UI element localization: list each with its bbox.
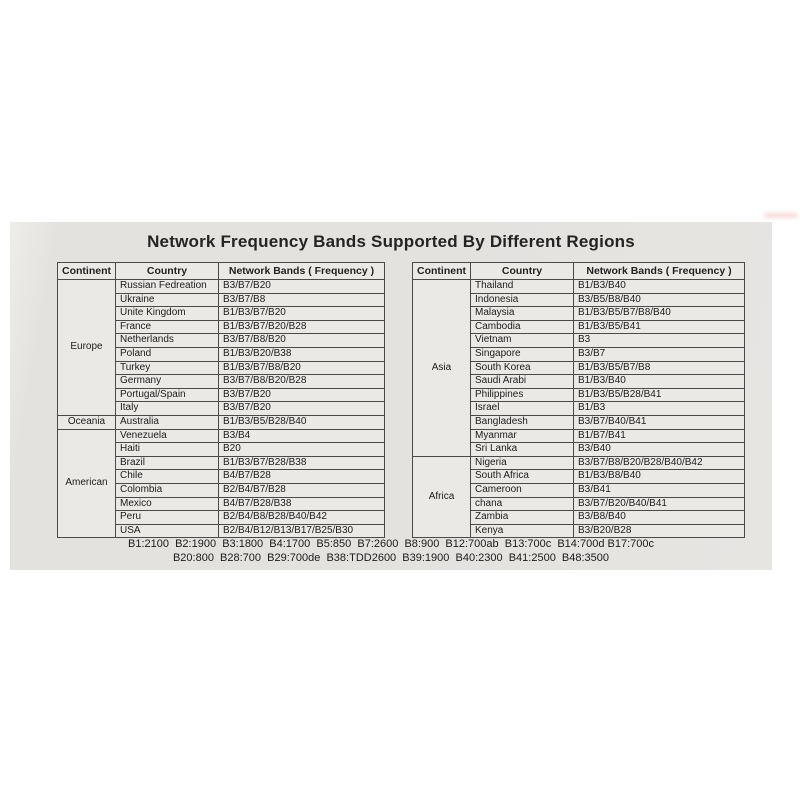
country-cell: Venezuela — [116, 429, 219, 443]
country-cell: Brazil — [116, 456, 219, 470]
country-cell: Myanmar — [471, 429, 574, 443]
bands-cell: B3/B7/B8/B20/B28/B40/B42 — [574, 456, 745, 470]
table-row — [58, 415, 385, 429]
continent-cell: Africa — [413, 456, 471, 538]
bands-cell: B3/B4 — [219, 429, 385, 443]
country-cell: USA — [116, 524, 219, 538]
bands-table-right — [412, 262, 745, 538]
bands-cell: B1/B3/B5/B7/B8/B40 — [574, 307, 745, 321]
column-header: Continent — [413, 263, 471, 280]
country-cell: Peru — [116, 511, 219, 525]
country-cell: South Africa — [471, 470, 574, 484]
country-cell: Australia — [116, 415, 219, 429]
bands-cell: B3/B5/B8/B40 — [574, 293, 745, 307]
column-header: Network Bands ( Frequency ) — [219, 263, 385, 280]
bands-cell: B4/B7/B28/B38 — [219, 497, 385, 511]
bands-cell: B20 — [219, 443, 385, 457]
country-cell: Singapore — [471, 347, 574, 361]
country-cell: Philippines — [471, 388, 574, 402]
bands-cell: B3/B7/B8/B20 — [219, 334, 385, 348]
country-cell: Israel — [471, 402, 574, 416]
table-row — [58, 280, 385, 294]
bands-cell: B1/B3 — [574, 402, 745, 416]
bands-cell: B1/B3/B8/B40 — [574, 470, 745, 484]
country-cell: South Korea — [471, 361, 574, 375]
table-header-row — [58, 263, 385, 280]
country-cell: Portugal/Spain — [116, 388, 219, 402]
bands-cell: B2/B4/B12/B13/B17/B25/B30 — [219, 524, 385, 538]
bands-cell: B1/B3/B5/B7/B8 — [574, 361, 745, 375]
column-header: Country — [116, 263, 219, 280]
photo-artifact-smudge — [764, 213, 798, 218]
country-cell: Germany — [116, 375, 219, 389]
bands-cell: B3/B7 — [574, 347, 745, 361]
country-cell: Unite Kingdom — [116, 307, 219, 321]
bands-cell: B1/B3/B7/B28/B38 — [219, 456, 385, 470]
bands-cell: B3/B41 — [574, 483, 745, 497]
country-cell: Saudi Arabi — [471, 375, 574, 389]
column-header: Country — [471, 263, 574, 280]
country-cell: Malaysia — [471, 307, 574, 321]
bands-cell: B3/B7/B8 — [219, 293, 385, 307]
bands-cell: B1/B3/B7/B20/B28 — [219, 320, 385, 334]
bands-cell: B4/B7/B28 — [219, 470, 385, 484]
bands-cell: B2/B4/B8/B28/B40/B42 — [219, 511, 385, 525]
band-frequency-legend-line1: B1:2100 B2:1900 B3:1800 B4:1700 B5:850 B7:2600 B8:900 B12:700ab B13:700c B14:700d B17:700c — [128, 538, 654, 550]
bands-cell: B3/B7/B40/B41 — [574, 415, 745, 429]
country-cell: Vietnam — [471, 334, 574, 348]
country-cell: Poland — [116, 347, 219, 361]
country-cell: Colombia — [116, 483, 219, 497]
bands-cell: B1/B3/B40 — [574, 375, 745, 389]
country-cell: Mexico — [116, 497, 219, 511]
table-header-row — [413, 263, 745, 280]
country-cell: Indonesia — [471, 293, 574, 307]
country-cell: France — [116, 320, 219, 334]
column-header: Network Bands ( Frequency ) — [574, 263, 745, 280]
band-frequency-legend-line2: B20:800 B28:700 B29:700de B38:TDD2600 B39:1900 B40:2300 B41:2500 B48:3500 — [172, 552, 610, 564]
country-cell: Italy — [116, 402, 219, 416]
bands-cell: B1/B3/B5/B28/B41 — [574, 388, 745, 402]
bands-cell: B3 — [574, 334, 745, 348]
frequency-bands-card — [10, 222, 772, 570]
country-cell: Bangladesh — [471, 415, 574, 429]
country-cell: Haiti — [116, 443, 219, 457]
bands-cell: B3/B20/B28 — [574, 524, 745, 538]
bands-cell: B3/B7/B20 — [219, 402, 385, 416]
country-cell: Russian Fedreation — [116, 280, 219, 294]
continent-cell: Asia — [413, 280, 471, 457]
table-row — [413, 456, 745, 470]
bands-cell: B1/B3/B7/B8/B20 — [219, 361, 385, 375]
country-cell: Nigeria — [471, 456, 574, 470]
bands-cell: B2/B4/B7/B28 — [219, 483, 385, 497]
bands-cell: B1/B7/B41 — [574, 429, 745, 443]
country-cell: Sri Lanka — [471, 443, 574, 457]
country-cell: Chile — [116, 470, 219, 484]
country-cell: Kenya — [471, 524, 574, 538]
country-cell: Cambodia — [471, 320, 574, 334]
bands-cell: B3/B8/B40 — [574, 511, 745, 525]
bands-cell: B1/B3/B40 — [574, 280, 745, 294]
bands-table-left — [57, 262, 385, 538]
country-cell: Netherlands — [116, 334, 219, 348]
table-row — [413, 280, 745, 294]
country-cell: Ukraine — [116, 293, 219, 307]
bands-cell: B1/B3/B20/B38 — [219, 347, 385, 361]
table-row — [58, 429, 385, 443]
bands-cell: B1/B3/B7/B20 — [219, 307, 385, 321]
column-header: Continent — [58, 263, 116, 280]
continent-cell: Oceania — [58, 415, 116, 429]
bands-cell: B3/B7/B20 — [219, 388, 385, 402]
continent-cell: Europe — [58, 280, 116, 416]
bands-cell: B3/B7/B20/B40/B41 — [574, 497, 745, 511]
country-cell: chana — [471, 497, 574, 511]
bands-cell: B3/B7/B8/B20/B28 — [219, 375, 385, 389]
bands-cell: B3/B40 — [574, 443, 745, 457]
country-cell: Turkey — [116, 361, 219, 375]
bands-cell: B3/B7/B20 — [219, 280, 385, 294]
continent-cell: American — [58, 429, 116, 538]
country-cell: Thailand — [471, 280, 574, 294]
page-title: Network Frequency Bands Supported By Different Regions — [147, 232, 635, 251]
bands-cell: B1/B3/B5/B41 — [574, 320, 745, 334]
country-cell: Cameroon — [471, 483, 574, 497]
bands-cell: B1/B3/B5/B28/B40 — [219, 415, 385, 429]
country-cell: Zambia — [471, 511, 574, 525]
